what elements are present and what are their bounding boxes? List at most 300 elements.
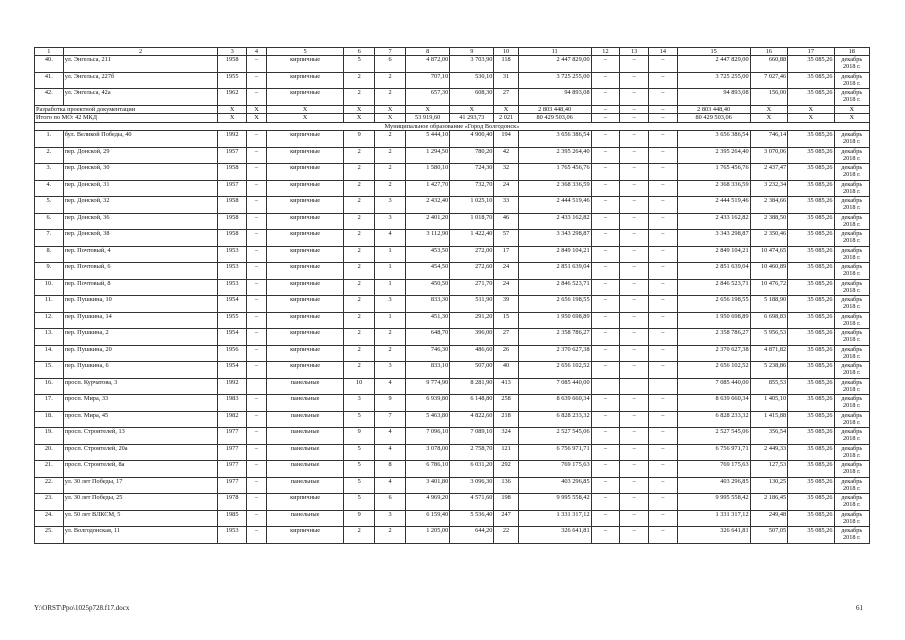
table-row — [35, 164, 870, 181]
table-cell: – — [247, 345, 267, 362]
table-cell: 2 395 264,40 — [677, 147, 750, 164]
table-cell: пер. Пушкина, 20 — [63, 345, 218, 362]
table-cell: 35 085,26 — [788, 362, 834, 379]
table-cell: – — [620, 345, 649, 362]
table-cell: 9 — [344, 131, 375, 148]
table-cell: 1 205,00 — [406, 527, 450, 544]
table-cell: 94 893,08 — [677, 89, 750, 106]
table-cell: 46 — [494, 213, 518, 230]
table-cell: 1982 — [218, 411, 247, 428]
table-cell: 35 085,26 — [788, 477, 834, 494]
table-cell: 3 232,34 — [750, 180, 788, 197]
table-cell: – — [247, 312, 267, 329]
table-cell — [591, 378, 620, 395]
table-cell: – — [591, 279, 620, 296]
table-cell: 6 939,80 — [406, 395, 450, 412]
table-cell: – — [591, 147, 620, 164]
table-cell: пер. Пушкина, 10 — [63, 296, 218, 313]
table-cell: 17. — [35, 395, 64, 412]
table-cell: 3 656 386,54 — [677, 131, 750, 148]
table-cell: – — [247, 329, 267, 346]
table-cell: – — [591, 131, 620, 148]
table-cell: X — [834, 105, 869, 114]
table-cell: 8 — [375, 461, 406, 478]
table-cell: 7 027,46 — [750, 72, 788, 89]
table-cell: 15 — [494, 312, 518, 329]
table-cell: 198 — [494, 494, 518, 511]
table-row — [35, 147, 870, 164]
table-cell: 2 — [375, 527, 406, 544]
table-cell: – — [620, 105, 649, 114]
table-cell: 24 — [494, 263, 518, 280]
table-cell: 16 — [750, 48, 788, 56]
table-row — [35, 279, 870, 296]
table-cell: – — [649, 263, 678, 280]
table-cell: 9 — [344, 510, 375, 527]
table-cell: 26 — [494, 345, 518, 362]
table-cell: 9. — [35, 263, 64, 280]
table-cell: 1 — [375, 263, 406, 280]
table-cell: декабрь 2018 г. — [834, 213, 869, 230]
table-cell: 14 — [649, 48, 678, 56]
table-cell: 25. — [35, 527, 64, 544]
table-cell: – — [620, 230, 649, 247]
table-cell: 4 822,60 — [450, 411, 494, 428]
table-row — [35, 329, 870, 346]
table-cell: – — [620, 197, 649, 214]
table-cell: 3 070,06 — [750, 147, 788, 164]
table-cell: 5 444,10 — [406, 131, 450, 148]
design-docs-row — [35, 105, 870, 114]
document-body — [34, 47, 870, 544]
table-row — [35, 510, 870, 527]
table-cell: декабрь 2018 г. — [834, 494, 869, 511]
table-cell: X — [750, 114, 788, 123]
table-cell: 35 085,26 — [788, 147, 834, 164]
table-cell: просп. Мира, 33 — [63, 395, 218, 412]
table-cell: 1953 — [218, 246, 247, 263]
table-cell: 3 — [218, 48, 247, 56]
table-cell: 121 — [494, 444, 518, 461]
table-row — [35, 527, 870, 544]
table-cell: 507,00 — [450, 362, 494, 379]
table-cell: 2 — [344, 72, 375, 89]
table-cell: 12. — [35, 312, 64, 329]
table-cell: 2 803 448,40 — [677, 105, 750, 114]
table-cell: 10 460,89 — [750, 263, 788, 280]
table-cell: кирпичные — [266, 296, 343, 313]
table-cell: – — [247, 296, 267, 313]
table-cell: 724,30 — [450, 164, 494, 181]
table-cell: – — [620, 444, 649, 461]
table-cell: 33 — [494, 197, 518, 214]
table-cell: X — [247, 105, 267, 114]
table-cell: 41 293,73 — [450, 114, 494, 123]
housing-table — [34, 47, 870, 544]
table-cell: 6 — [375, 494, 406, 511]
table-cell: 1958 — [218, 56, 247, 73]
table-cell: – — [649, 56, 678, 73]
table-cell: ул. Энгельса, 211 — [63, 56, 218, 73]
table-cell — [649, 378, 678, 395]
table-cell: 10 476,72 — [750, 279, 788, 296]
table-cell: X — [375, 114, 406, 123]
table-cell: 53 919,60 — [406, 114, 450, 123]
table-row — [35, 378, 870, 395]
table-cell: 35 085,26 — [788, 461, 834, 478]
table-cell: – — [649, 461, 678, 478]
table-cell: 5 238,86 — [750, 362, 788, 379]
table-cell: кирпичные — [266, 362, 343, 379]
table-cell: 2 447 829,00 — [518, 56, 591, 73]
table-cell: X — [266, 105, 343, 114]
table-cell: 7 — [375, 48, 406, 56]
table-cell: 1957 — [218, 180, 247, 197]
table-cell: ул. 50 лет ВЛКСМ, 5 — [63, 510, 218, 527]
table-cell: 403 296,85 — [677, 477, 750, 494]
table-cell: 4. — [35, 180, 64, 197]
table-cell: кирпичные — [266, 263, 343, 280]
table-cell: – — [591, 180, 620, 197]
table-cell: 9 — [375, 395, 406, 412]
table-cell: – — [620, 362, 649, 379]
table-cell: 1 — [375, 312, 406, 329]
table-cell: X — [375, 105, 406, 114]
table-cell: декабрь 2018 г. — [834, 197, 869, 214]
table-cell: 2 — [344, 246, 375, 263]
table-cell: – — [247, 56, 267, 73]
table-cell: 3 — [375, 510, 406, 527]
table-cell: – — [620, 329, 649, 346]
table-cell: – — [649, 395, 678, 412]
table-cell: 11. — [35, 296, 64, 313]
table-cell: 35 085,26 — [788, 197, 834, 214]
table-cell: 118 — [494, 56, 518, 73]
table-cell: 1957 — [218, 147, 247, 164]
table-cell: 1953 — [218, 279, 247, 296]
table-cell: 1958 — [218, 213, 247, 230]
table-cell: – — [247, 279, 267, 296]
table-cell: 2 527 545,06 — [518, 428, 591, 445]
table-row — [35, 395, 870, 412]
table-cell: – — [620, 114, 649, 123]
table-cell: 35 085,26 — [788, 263, 834, 280]
table-cell: 42. — [35, 89, 64, 106]
table-cell: декабрь 2018 г. — [834, 131, 869, 148]
table-cell: кирпичные — [266, 230, 343, 247]
table-cell: 1 765 456,76 — [518, 164, 591, 181]
table-cell: кирпичные — [266, 527, 343, 544]
table-cell: 8 639 660,34 — [677, 395, 750, 412]
table-cell: 15 — [677, 48, 750, 56]
table-cell: X — [247, 114, 267, 123]
table-row — [35, 477, 870, 494]
table-cell: 1985 — [218, 510, 247, 527]
table-cell: 3 — [375, 197, 406, 214]
table-cell: 2 370 627,38 — [518, 345, 591, 362]
table-cell: декабрь 2018 г. — [834, 527, 869, 544]
table-cell: просп. Строителей, 20а — [63, 444, 218, 461]
table-cell: 1978 — [218, 494, 247, 511]
table-cell: 2 — [344, 230, 375, 247]
table-cell: 249,48 — [750, 510, 788, 527]
table-cell: – — [247, 230, 267, 247]
table-cell: – — [591, 428, 620, 445]
footer-file-path: Y:\ORST\Ppo\1025p728.f17.docx — [34, 604, 130, 612]
table-cell: – — [247, 131, 267, 148]
table-cell: 8 639 660,34 — [518, 395, 591, 412]
table-cell: – — [649, 477, 678, 494]
table-cell: кирпичные — [266, 213, 343, 230]
table-cell: пер. Донской, 38 — [63, 230, 218, 247]
table-cell: 24 — [494, 180, 518, 197]
table-cell: 2 — [344, 180, 375, 197]
table-cell: 10 474,65 — [750, 246, 788, 263]
table-cell: 3. — [35, 164, 64, 181]
table-cell: 2 849 104,21 — [677, 246, 750, 263]
table-cell: 1 580,10 — [406, 164, 450, 181]
table-cell: 707,10 — [406, 72, 450, 89]
table-cell: декабрь 2018 г. — [834, 246, 869, 263]
table-cell: 1 — [35, 48, 64, 56]
table-cell: – — [591, 230, 620, 247]
table-cell: – — [247, 72, 267, 89]
table-cell: 35 085,26 — [788, 246, 834, 263]
table-cell: 3 — [375, 362, 406, 379]
table-cell: 1977 — [218, 461, 247, 478]
table-cell: 648,70 — [406, 329, 450, 346]
table-cell: просп. Строителей, 8а — [63, 461, 218, 478]
table-cell: – — [591, 105, 620, 114]
table-cell: декабрь 2018 г. — [834, 461, 869, 478]
table-cell: 42 — [494, 147, 518, 164]
table-cell: 31 — [494, 72, 518, 89]
table-cell: 769 175,63 — [518, 461, 591, 478]
table-cell: 6 828 233,32 — [518, 411, 591, 428]
table-cell: 10 — [494, 48, 518, 56]
table-cell: 247 — [494, 510, 518, 527]
table-cell: 6. — [35, 213, 64, 230]
table-cell: 2 656 102,52 — [677, 362, 750, 379]
table-cell: 2 — [344, 362, 375, 379]
table-cell: 32 — [494, 164, 518, 181]
table-cell: X — [218, 114, 247, 123]
table-cell: 22 — [494, 527, 518, 544]
table-cell: X — [788, 105, 834, 114]
table-cell: 4 — [375, 477, 406, 494]
table-cell: декабрь 2018 г. — [834, 477, 869, 494]
table-cell: 23. — [35, 494, 64, 511]
table-cell: – — [620, 131, 649, 148]
table-cell: – — [247, 527, 267, 544]
table-cell: 2 401,20 — [406, 213, 450, 230]
table-cell: 4 — [247, 48, 267, 56]
table-cell: декабрь 2018 г. — [834, 510, 869, 527]
table-cell: 1958 — [218, 197, 247, 214]
table-cell: 5 — [344, 477, 375, 494]
table-cell: 2 368 336,59 — [518, 180, 591, 197]
table-cell: – — [649, 329, 678, 346]
table-cell: – — [649, 345, 678, 362]
table-cell: 2 — [344, 147, 375, 164]
table-cell: декабрь 2018 г. — [834, 263, 869, 280]
table-cell: пер. Пушкина, 14 — [63, 312, 218, 329]
table-cell: 454,50 — [406, 263, 450, 280]
table-cell: 1954 — [218, 296, 247, 313]
table-row — [35, 345, 870, 362]
table-cell: 2 — [375, 72, 406, 89]
table-cell: X — [266, 114, 343, 123]
table-cell: 35 085,26 — [788, 510, 834, 527]
table-cell: 2 849 104,21 — [518, 246, 591, 263]
table-cell: 4 — [375, 444, 406, 461]
table-cell: 530,10 — [450, 72, 494, 89]
table-cell: декабрь 2018 г. — [834, 279, 869, 296]
table-cell: 486,60 — [450, 345, 494, 362]
table-cell: 24. — [35, 510, 64, 527]
table-cell: 35 085,26 — [788, 56, 834, 73]
table-cell: 2 — [344, 197, 375, 214]
table-cell: 5 — [344, 444, 375, 461]
table-cell: Разработка проектной документации — [35, 105, 218, 114]
table-row — [35, 411, 870, 428]
table-row — [35, 197, 870, 214]
table-cell: ул. Волгодонская, 11 — [63, 527, 218, 544]
table-cell: 3 343 298,87 — [677, 230, 750, 247]
table-cell: 833,30 — [406, 296, 450, 313]
table-row — [35, 56, 870, 73]
table-cell: 2 — [344, 312, 375, 329]
table-cell: 1 294,50 — [406, 147, 450, 164]
table-cell: 9 774,90 — [406, 378, 450, 395]
table-cell: – — [591, 527, 620, 544]
table-cell: 10. — [35, 279, 64, 296]
table-cell: 3 725 255,00 — [518, 72, 591, 89]
table-cell: пер. Почтовый, 4 — [63, 246, 218, 263]
table-cell: декабрь 2018 г. — [834, 296, 869, 313]
table-cell: 2 021 — [494, 114, 518, 123]
table-cell: – — [649, 411, 678, 428]
table-cell: 5 — [266, 48, 343, 56]
table-cell: 7 — [375, 411, 406, 428]
table-cell: X — [406, 105, 450, 114]
table-cell: – — [591, 213, 620, 230]
table-cell: декабрь 2018 г. — [834, 56, 869, 73]
table-cell: – — [247, 147, 267, 164]
table-cell: 1992 — [218, 131, 247, 148]
table-cell: 14. — [35, 345, 64, 362]
table-cell: – — [247, 510, 267, 527]
table-cell: 6 — [344, 48, 375, 56]
table-cell: пер. Донской, 32 — [63, 197, 218, 214]
table-cell: декабрь 2018 г. — [834, 180, 869, 197]
table-cell: 1956 — [218, 345, 247, 362]
table-cell: X — [494, 105, 518, 114]
table-cell: 272,00 — [450, 246, 494, 263]
table-cell: 660,88 — [750, 56, 788, 73]
table-cell: – — [247, 362, 267, 379]
table-cell: – — [247, 395, 267, 412]
table-cell: 396,00 — [450, 329, 494, 346]
table-cell: – — [649, 131, 678, 148]
table-cell: – — [649, 428, 678, 445]
table-cell: – — [649, 89, 678, 106]
table-cell: 17 — [788, 48, 834, 56]
table-cell: 22. — [35, 477, 64, 494]
table-cell: 1 950 698,89 — [677, 312, 750, 329]
table-cell: 3 343 298,87 — [518, 230, 591, 247]
table-cell: – — [649, 230, 678, 247]
table-cell: 780,20 — [450, 147, 494, 164]
table-cell: 4 — [375, 378, 406, 395]
table-cell: – — [247, 246, 267, 263]
table-cell: 3 703,90 — [450, 56, 494, 73]
table-cell: 2 — [344, 296, 375, 313]
table-cell: 218 — [494, 411, 518, 428]
table-cell: – — [247, 477, 267, 494]
table-cell: кирпичные — [266, 131, 343, 148]
table-cell: 2 — [375, 164, 406, 181]
table-cell: Муниципальное образование «Город Волгодонск» — [35, 122, 870, 131]
table-cell: 2 — [344, 345, 375, 362]
table-cell: просп. Строителей, 13 — [63, 428, 218, 445]
table-cell: 35 085,26 — [788, 164, 834, 181]
table-cell: 7 085 440,00 — [677, 378, 750, 395]
table-cell: 130,25 — [750, 477, 788, 494]
table-cell: 2 384,66 — [750, 197, 788, 214]
table-cell: 2 447 829,00 — [677, 56, 750, 73]
table-cell: – — [247, 164, 267, 181]
table-cell: 2 — [375, 345, 406, 362]
table-cell: 41. — [35, 72, 64, 89]
table-cell: 1953 — [218, 263, 247, 280]
table-cell: – — [649, 213, 678, 230]
table-cell: 2 449,33 — [750, 444, 788, 461]
table-cell: кирпичные — [266, 345, 343, 362]
table-cell: – — [247, 428, 267, 445]
table-cell: ул. Энгельса, 42а — [63, 89, 218, 106]
table-cell: 35 085,26 — [788, 72, 834, 89]
table-cell: декабрь 2018 г. — [834, 164, 869, 181]
table-cell: – — [247, 411, 267, 428]
table-cell: 324 — [494, 428, 518, 445]
table-cell: – — [620, 56, 649, 73]
table-row — [35, 312, 870, 329]
table-cell: панельные — [266, 428, 343, 445]
table-cell: – — [591, 411, 620, 428]
table-cell: кирпичные — [266, 164, 343, 181]
section-title-row — [35, 122, 870, 131]
table-cell: декабрь 2018 г. — [834, 147, 869, 164]
table-cell: 608,30 — [450, 89, 494, 106]
table-cell: 80 429 503,06 — [677, 114, 750, 123]
table-cell: 1962 — [218, 89, 247, 106]
table-cell: 5. — [35, 197, 64, 214]
table-cell: пер. Почтовый, 6 — [63, 263, 218, 280]
table-cell: 1958 — [218, 164, 247, 181]
table-cell: 3 096,30 — [450, 477, 494, 494]
table-cell: 1977 — [218, 428, 247, 445]
table-cell: 5 — [344, 461, 375, 478]
table-cell: – — [649, 114, 678, 123]
table-cell: пер. Донской, 30 — [63, 164, 218, 181]
table-cell: 13 — [620, 48, 649, 56]
table-cell: декабрь 2018 г. — [834, 362, 869, 379]
table-cell: – — [649, 312, 678, 329]
table-cell: 15. — [35, 362, 64, 379]
table-cell: 2 — [344, 527, 375, 544]
table-cell: 80 429 503,06 — [518, 114, 591, 123]
